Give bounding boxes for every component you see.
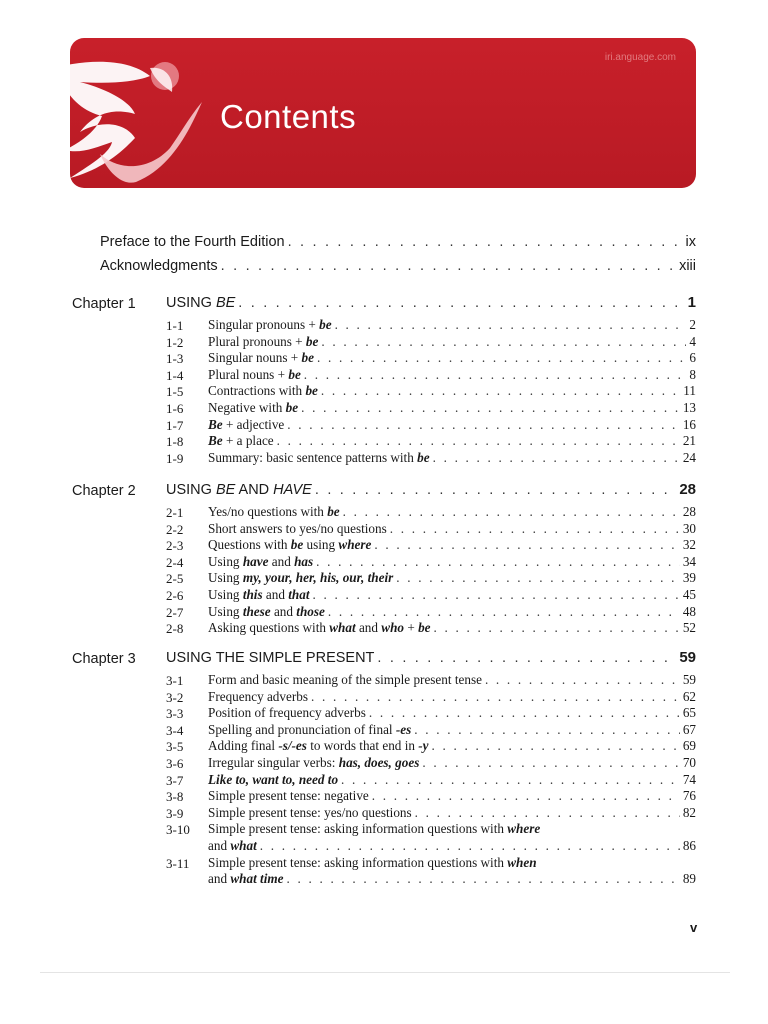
- chapter-title: USING BE: [166, 295, 236, 311]
- leader-dots: [341, 772, 680, 788]
- section-title: Like to, want to, need to: [208, 771, 339, 787]
- page-number: v: [690, 920, 698, 935]
- section-number: 2-7: [166, 604, 184, 620]
- section-page: 4: [689, 333, 696, 349]
- leader-dots: [335, 317, 687, 333]
- divider: [40, 972, 730, 973]
- leader-dots: [221, 258, 676, 274]
- toc-section-entry[interactable]: [208, 334, 696, 350]
- toc-section-entry[interactable]: [208, 367, 696, 383]
- leader-dots: [286, 871, 679, 887]
- chapter-page: 1: [687, 294, 696, 311]
- section-title: Form and basic meaning of the simple present tense: [208, 672, 482, 687]
- leader-dots: [343, 504, 680, 520]
- section-number: 1-7: [166, 417, 184, 433]
- section-number: 3-2: [166, 689, 184, 705]
- section-title: Be + adjective: [208, 416, 285, 432]
- section-page: 8: [689, 366, 696, 382]
- section-page: 67: [682, 721, 696, 737]
- section-page: 82: [682, 804, 696, 820]
- leader-dots: [317, 350, 686, 366]
- toc-section-entry[interactable]: [208, 788, 696, 804]
- leader-dots: [316, 554, 680, 570]
- leader-dots: [433, 450, 680, 466]
- leader-dots: [390, 521, 680, 537]
- section-number: 3-10: [166, 822, 190, 838]
- section-page: 45: [682, 587, 696, 602]
- leader-dots: [321, 334, 686, 350]
- section-title: Irregular singular verbs: has, does, goes: [208, 755, 420, 770]
- section-page: 52: [682, 620, 696, 636]
- section-number: 1-1: [166, 318, 184, 333]
- chapter-1-label: Chapter 1: [72, 296, 136, 312]
- leader-dots: [287, 417, 680, 433]
- leader-dots: [414, 722, 680, 738]
- section-number: 3-7: [166, 772, 184, 788]
- section-page: 32: [682, 537, 696, 553]
- section-page: 59: [682, 672, 696, 687]
- section-title: Short answers to yes/no questions: [208, 520, 387, 536]
- section-title: Using these and those: [208, 603, 325, 619]
- section-title: Plural nouns + be: [208, 366, 301, 382]
- leader-dots: [304, 367, 687, 383]
- leader-dots: [277, 433, 680, 449]
- section-page: 74: [682, 771, 696, 787]
- section-number: 2-4: [166, 554, 184, 570]
- section-page: 62: [682, 688, 696, 704]
- chapter-3-title[interactable]: [166, 649, 696, 666]
- toc-section-entry[interactable]: [208, 838, 696, 854]
- section-title: Frequency adverbs: [208, 688, 308, 704]
- toc-section-entry[interactable]: [208, 805, 696, 821]
- leader-dots: [372, 788, 680, 804]
- toc-section-entry[interactable]: [208, 504, 696, 520]
- section-number: 1-6: [166, 401, 184, 416]
- section-page: 76: [682, 788, 696, 804]
- toc-section-entry[interactable]: [208, 383, 696, 399]
- leader-dots: [288, 234, 683, 250]
- section-title-continued: and what: [208, 838, 257, 853]
- page-title: Contents: [220, 98, 357, 135]
- bird-logo-icon: [40, 42, 210, 187]
- toc-section-entry[interactable]: [208, 672, 696, 688]
- section-number: 2-2: [166, 521, 184, 537]
- section-number: 1-8: [166, 434, 184, 450]
- toc-section-entry[interactable]: [208, 570, 696, 586]
- leader-dots: [328, 604, 680, 620]
- section-page: 24: [682, 449, 696, 465]
- leader-dots: [301, 400, 680, 416]
- leader-dots: [415, 805, 680, 821]
- leader-dots: [432, 738, 680, 754]
- toc-section-entry[interactable]: [208, 350, 696, 366]
- section-title: Asking questions with what and who + be: [208, 620, 431, 636]
- chapter-page: 59: [679, 649, 696, 666]
- section-page: 48: [682, 603, 696, 619]
- section-title: Using my, your, her, his, our, their: [208, 570, 394, 586]
- toc-section-entry[interactable]: [208, 537, 696, 553]
- toc-section-entry[interactable]: [208, 689, 696, 705]
- toc-section-entry[interactable]: [208, 871, 696, 887]
- leader-dots: [374, 537, 679, 553]
- section-number: 3-8: [166, 789, 184, 805]
- chapter-title: USING THE SIMPLE PRESENT: [166, 650, 375, 666]
- toc-section-entry[interactable]: [208, 620, 696, 636]
- section-number: 3-11: [166, 855, 190, 871]
- section-title: Plural pronouns + be: [208, 333, 319, 349]
- toc-section-entry[interactable]: [208, 433, 696, 449]
- section-title-continued: and what time: [208, 871, 284, 887]
- section-page: 30: [682, 520, 696, 536]
- leader-dots: [434, 620, 680, 636]
- section-title: Simple present tense: asking information questions with when: [208, 854, 537, 870]
- toc-section-entry[interactable]: [208, 400, 696, 416]
- leader-dots: [313, 587, 680, 603]
- section-title: Yes/no questions with be: [208, 504, 340, 519]
- leader-dots: [321, 383, 680, 399]
- leader-dots: [422, 755, 679, 771]
- section-number: 3-1: [166, 673, 184, 688]
- section-number: 1-5: [166, 384, 184, 400]
- section-title: Spelling and pronunciation of final -es: [208, 721, 412, 737]
- section-page: 6: [689, 350, 696, 366]
- section-number: 2-8: [166, 621, 184, 637]
- leader-dots: [238, 295, 684, 311]
- toc-label: Acknowledgments: [100, 258, 218, 274]
- section-title: Be + a place: [208, 433, 274, 449]
- section-title: Position of frequency adverbs: [208, 705, 366, 721]
- leader-dots: [396, 570, 680, 586]
- section-number: 1-4: [166, 367, 184, 383]
- chapter-2-title[interactable]: [166, 481, 696, 498]
- section-page: 69: [682, 738, 696, 754]
- toc-label: Preface to the Fourth Edition: [100, 234, 285, 250]
- section-number: 3-3: [166, 706, 184, 722]
- section-title: Simple present tense: yes/no questions: [208, 804, 412, 820]
- toc-section-entry[interactable]: [208, 317, 696, 333]
- section-title: Singular pronouns + be: [208, 317, 332, 332]
- toc-section-entry[interactable]: [208, 738, 696, 754]
- toc-entry-preface[interactable]: [100, 234, 696, 250]
- section-title: Questions with be using where: [208, 537, 372, 553]
- section-page: 28: [682, 504, 696, 519]
- section-page: 11: [683, 383, 696, 399]
- section-page: 21: [682, 433, 696, 449]
- leader-dots: [311, 689, 680, 705]
- section-title: Summary: basic sentence patterns with be: [208, 449, 430, 465]
- section-number: 2-5: [166, 571, 184, 587]
- toc-section-entry[interactable]: [208, 587, 696, 603]
- toc-section-entry[interactable]: [208, 450, 696, 466]
- section-page: 65: [682, 705, 696, 721]
- section-number: 1-9: [166, 450, 184, 466]
- toc-section-entry[interactable]: [208, 554, 696, 570]
- section-title: Using have and has: [208, 553, 314, 569]
- watermark: iri.anguage.com: [604, 52, 676, 63]
- toc-page: ix: [685, 234, 696, 250]
- toc-section-entry[interactable]: [208, 722, 696, 738]
- section-number: 2-3: [166, 538, 184, 554]
- section-number: 3-5: [166, 739, 184, 755]
- chapter-title: USING BE AND HAVE: [166, 482, 312, 498]
- section-title: Simple present tense: asking information questions with where: [208, 821, 541, 837]
- leader-dots: [260, 838, 680, 854]
- section-number: 3-4: [166, 722, 184, 738]
- section-number: 1-2: [166, 334, 184, 350]
- leader-dots: [369, 705, 680, 721]
- section-number: 3-6: [166, 756, 184, 771]
- section-page: 2: [689, 317, 696, 332]
- section-title: Adding final -s/-es to words that end in -y: [208, 738, 429, 754]
- toc-section-entry[interactable]: [208, 604, 696, 620]
- toc-section-entry[interactable]: [208, 772, 696, 788]
- section-title: Singular nouns + be: [208, 350, 314, 366]
- section-page: 70: [682, 755, 696, 770]
- section-title: Using this and that: [208, 587, 310, 602]
- section-number: 1-3: [166, 351, 184, 367]
- toc-page: xiii: [679, 258, 696, 274]
- section-page: 39: [682, 570, 696, 586]
- leader-dots: [485, 672, 680, 688]
- toc-section-entry[interactable]: [208, 521, 696, 537]
- chapter-1-title[interactable]: [166, 294, 696, 311]
- section-number: 2-6: [166, 588, 184, 603]
- chapter-3-label: Chapter 3: [72, 651, 136, 667]
- leader-dots: [377, 650, 676, 666]
- section-title: Contractions with be: [208, 383, 318, 399]
- section-page: 86: [682, 838, 696, 853]
- section-number: 3-9: [166, 805, 184, 821]
- toc-section-entry[interactable]: [208, 705, 696, 721]
- toc-section-entry[interactable]: [208, 417, 696, 433]
- leader-dots: [315, 482, 676, 498]
- section-number: 2-1: [166, 505, 184, 520]
- section-page: 16: [682, 416, 696, 432]
- chapter-2-label: Chapter 2: [72, 483, 136, 499]
- section-title: Simple present tense: negative: [208, 788, 369, 804]
- toc-section-entry[interactable]: [208, 755, 696, 771]
- section-page: 34: [682, 553, 696, 569]
- section-title: Negative with be: [208, 400, 299, 415]
- chapter-page: 28: [679, 481, 696, 498]
- toc-entry-acknowledgments[interactable]: [100, 258, 696, 274]
- section-page: 13: [682, 400, 696, 415]
- section-page: 89: [682, 871, 696, 887]
